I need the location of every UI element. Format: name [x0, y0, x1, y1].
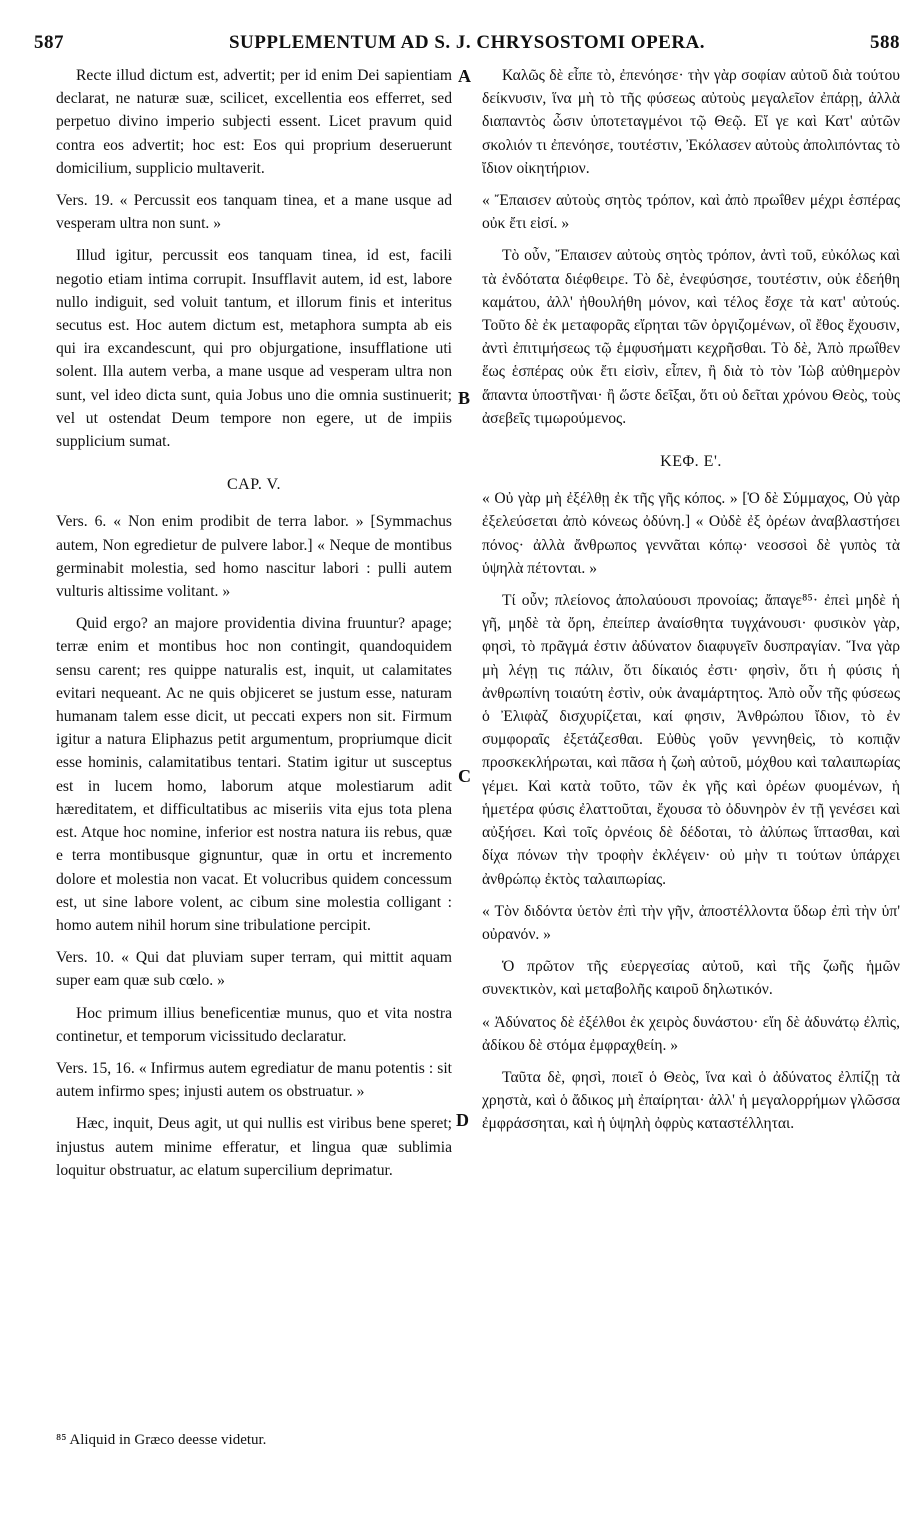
latin-paragraph: Hæc, inquit, Deus agit, ut qui nullis est viribus bene speret; injustus autem minime efferatur, et lingua quæ sublimia loquitur obstruatur, ac elatum supercilium deprimatur.: [56, 1115, 452, 1179]
margin-letter-a: A: [458, 66, 471, 86]
latin-column: [56, 64, 452, 1191]
latin-verse: Vers. 6. « Non enim prodibit de terra labor. » [Symmachus autem, Non egredietur de pulvere labor.] « Neque de montibus germinabit molestia, sed homo nascitur labori : pulli autem vulturis altissime volitant. »: [56, 513, 452, 601]
page-number-left: 587: [34, 32, 64, 53]
greek-paragraph: Καλῶς δὲ εἶπε τὸ, ἐπενόησε· τὴν γὰρ σοφίαν αὐτοῦ διὰ τούτου δείκνυσιν, ἵνα μὴ τὸ τῆς φύσεως αὐτοὺς μεγαλεῖον ἐπάρῃ, ἀλλὰ διαπαντὸς ὦσιν ὑποτεταγμένοι τῷ Θεῷ. Εἴ γε καὶ Κατ' αὐτῶν σκολιόν τι ἐπενόησε, τουτέστιν, Ἐκόλασεν αὐτοὺς ἀπολιπόντας τὸ ἴδιον οἰκητήριον.: [482, 67, 900, 177]
greek-verse: « Ἔπαισεν αὐτοὺς σητὸς τρόπον, καὶ ἀπὸ πρωΐθεν μέχρι ἑσπέρας οὐκ ἔτι εἰσί. »: [482, 192, 900, 233]
greek-paragraph: Τὸ οὖν, Ἔπαισεν αὐτοὺς σητὸς τρόπον, ἀντὶ τοῦ, εὐκόλως καὶ τὰ ἐνδότατα διέφθειρε. Τὸ δὲ, ἐνεφύσησε, τουτέστιν, οὐκ ἐδεήθη καμάτου, ἀλλ' ἠθουλήθη μόνον, καὶ τέλος ἔσχε τὰ κατ' αὐτούς. Τοῦτο δὲ ἐκ μεταφορᾶς εἴρηται τῶν ὀργιζομένων, οἳ ἔθος ἔχουσιν, ἀντὶ ἐπιτιμήσεως τῷ ἐμφυσήματι κεχρῆσθαι. Τὸ δὲ, Ἀπὸ πρωΐθεν ἕως ἑσπέρας οὐκ ἔτι εἰσὶν, εἶπεν, ἢ διὰ τὸ τὸν Ἰὼβ αὐθημερὸν ἅπαντα ὑποστῆναι· ἢ ὥστε δεῖξαι, ὅτι οὐ δεῖται χρόνου Θεὸς, τοὺς ἀσεβεῖς τιμωρούμενος.: [482, 247, 900, 427]
greek-chapter-heading: ΚΕΦ. Ε'.: [660, 453, 722, 471]
latin-verse: Vers. 10. « Qui dat pluviam super terram, qui mittit aquam super eam quæ sub cœlo. »: [56, 949, 452, 990]
margin-letter-b: B: [458, 388, 471, 408]
footnote: ⁸⁵ Aliquid in Græco deesse videtur.: [56, 1432, 267, 1448]
latin-paragraph: Recte illud dictum est, advertit; per id enim Dei sapientiam declarat, ne naturæ suæ, scilicet, excellentia eos efferret, sed perpetuo divino imperio subjecti essent. Licet pravum quid contra eos advertit; hoc est: Eos qui proprium deseruerunt domicilium, supplicio multaverit.: [56, 67, 452, 177]
greek-paragraph: Ὁ πρῶτον τῆς εὐεργεσίας αὐτοῦ, καὶ τῆς ζωῆς ἡμῶν συνεκτικὸν, καὶ μεταβολῆς καιροῦ δηλωτικόν.: [482, 958, 900, 999]
latin-verse: Vers. 15, 16. « Infirmus autem egrediatur de manu potentis : sit autem infirmo spes; injusti autem os obstruatur. »: [56, 1059, 452, 1101]
greek-column: [482, 64, 900, 1145]
margin-letter-c: C: [458, 766, 471, 786]
greek-paragraph: Τί οὖν; πλείονος ἀπολαύουσι προνοίας; ἄπαγε⁸⁵· ἐπεὶ μηδὲ ἡ γῆ, μηδὲ τὰ ὄρη, ἐπείπερ ἀναίσθητα τυγχάνουσι· φυσικὸν γὰρ, φησὶ, τὸ πρᾶγμά ἐστιν ἀδύνατον διαφυγεῖν δυσπραγίαν. Ἵνα γὰρ μὴ λέγῃ τις πάλιν, ὅτι δίκαιός ἐστι· φησὶν, ὅτι ἡ φύσις ἡ ἀνθρωπίνη τοιαύτη ἐστὶν, οὐκ ἀναμάρτητος. Ἀπὸ οὖν τῆς φύσεως ὁ Ἐλιφὰζ δισχυρίζεται, καί φησιν, Ἀνθρώπου ἴδιον, τὸ ἐν συμφοραῖς ἐξετάζεσθαι. Εὐθὺς γοῦν γεννηθεὶς, τὸ κοπιᾷν προσκεκλήρωται, καὶ πᾶσα ἡ ζωὴ αὐτοῦ, μόχθου καὶ ταλαιπωρίας γέμει. Καὶ κατὰ τοῦτο, τῶν ἐκ γῆς καὶ ὀρέων φυομένων, ἡ ἡμετέρα φύσις ἐλαττοῦται, ἔχουσα τὸ ὀδυνηρὸν ἐν τῇ γενέσει καὶ αὐξήσει. Καὶ τοῖς ὀρνέοις δὲ δέδοται, τὸ ἀλύπως ἵπτασθαι, καὶ δίχα πόνων τὴν τροφὴν ἐκλέγειν· οὐ μὴν τι τούτων ὑπάρχει ἀνθρώπῳ ἐκτὸς ταλαιπωρίας.: [482, 592, 900, 888]
latin-chapter-heading: CAP. V.: [226, 476, 282, 494]
margin-letter-d: D: [456, 1110, 469, 1130]
page-number-right: 588: [870, 32, 900, 53]
latin-paragraph: Illud igitur, percussit eos tanquam tinea, id est, facili negotio etiam intima corrupit. Insufflavit autem, id est, labore nullo indiguit, sed voluit tantum, et illorum finis et interitus secutus est. Hoc autem dictum est, metaphora sumpta ab eis qui ira excandescunt, qui pro objurgatione, insufflatione uti solent. Illa autem verba, a mane usque ad vesperam ultra non sunt, vel ideo dicta sunt, quia Jobus uno die omnia sustinuerit; vel ut ostendat Deum tempore non egere, ut de impiis supplicium sumat.: [56, 247, 452, 451]
greek-verse: « Οὐ γὰρ μὴ ἐξέλθῃ ἐκ τῆς γῆς κόπος. » [Ὁ δὲ Σύμμαχος, Οὐ γὰρ ἐξελεύσεται ἀπὸ κόνεως ὀδύνη.] « Οὐδὲ ἐξ ὀρέων ἀναβλαστήσει πόνος· ἀλλὰ ἄνθρωπος γεννᾶται κόπῳ· νεοσσοὶ δὲ γυπὸς τὰ ὑψηλὰ πέτονται. »: [482, 490, 900, 577]
running-title: SUPPLEMENTUM AD S. J. CHRYSOSTOMI OPERA.: [228, 32, 706, 53]
latin-paragraph: Quid ergo? an majore providentia divina fruuntur? apage; terræ enim et montibus hoc non contingit, quandoquidem sensu carent; res quippe naturalis est, inquit, ut calamitates evitari nequeant. Ac ne quis objiceret se justum esse, naturam humanam talem esse dicit, ut peccati expers non sit. Firmum igitur a natura Eliphazus petit argumentum, propriumque dicit esse hominis, calamitatibus tentari. Statim igitur ut susceptus est in lucem homo, laborum atque molestiarum adit hæreditatem, et difficultatibus ac miseriis vita ejus tota plena est. Atque hoc nomine, inferior est nostra natura iis rebus, quæ e terra montibusque gignuntur, quæ in ortu et incremento dolore et molestia non vacat. Et volucribus quidem concessum est, ut sine labore volent, ac cibum sine molestia colligant : homo autem nihil horum sine tribulatione percipit.: [56, 615, 452, 934]
greek-paragraph: Ταῦτα δὲ, φησὶ, ποιεῖ ὁ Θεὸς, ἵνα καὶ ὁ ἀδύνατος ἐλπίζῃ τὰ χρηστὰ, καὶ ὁ ἄδικος μὴ ἐπαίρηται· ἀλλ' ἡ μεγαλορρήμων γλῶσσα ἐμφράσσηται, καὶ ἡ ὑψηλὴ ὀφρὺς καταστέλληται.: [482, 1068, 900, 1133]
greek-verse: « Τὸν διδόντα ὑετὸν ἐπὶ τὴν γῆν, ἀποστέλλοντα ὕδωρ ἐπὶ τὴν ὑπ' οὐρανόν. »: [482, 902, 900, 943]
greek-verse: « Ἀδύνατος δὲ ἐξέλθοι ἐκ χειρὸς δυνάστου· εἴη δὲ ἀδυνάτῳ ἐλπὶς, ἀδίκου δὲ στόμα ἐμφραχθείη. »: [482, 1013, 900, 1054]
running-header: [34, 32, 900, 60]
latin-paragraph: Hoc primum illius beneficentiæ munus, quo et vita nostra continetur, et temporum vicissitudo declaratur.: [56, 1004, 452, 1045]
latin-verse: Vers. 19. « Percussit eos tanquam tinea, et a mane usque ad vesperam ultra non sunt. »: [56, 192, 452, 233]
